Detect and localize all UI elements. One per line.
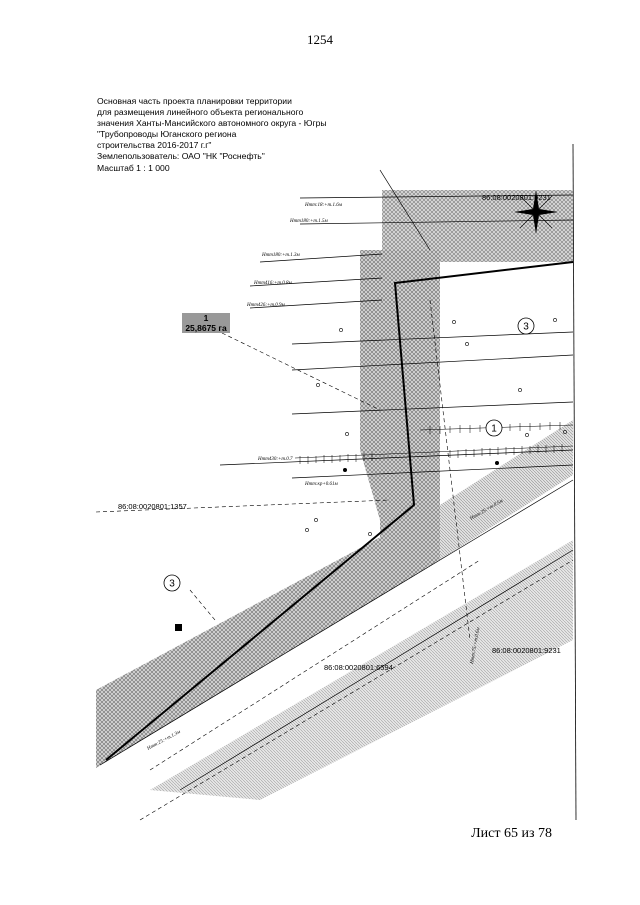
map-note: Нтт:25:+т.1.3м bbox=[146, 730, 182, 752]
map-note: Нтт180:+т.1.5м bbox=[290, 219, 328, 224]
legend-title-line: "Трубопроводы Юганского региона bbox=[97, 129, 237, 140]
cadastral-label: 86:08:0020801:1357 bbox=[118, 502, 187, 511]
circle-marker bbox=[518, 318, 534, 334]
map-note: Нтт:18:+т.1.6м bbox=[305, 203, 342, 208]
legend-title-line: Основная часть проекта планировки территории bbox=[97, 96, 292, 106]
cadastral-label: 86:08:0020801:6594 bbox=[324, 663, 393, 672]
map-note: Нтт:кр+0.61м bbox=[305, 482, 338, 487]
circle-marker-label: 3 bbox=[169, 578, 175, 590]
map-note: Нтт426:+т.0.9м bbox=[247, 303, 285, 308]
circle-marker bbox=[164, 575, 180, 591]
map-note: Нтт:75:+т.0.6м bbox=[470, 627, 482, 665]
cadastral-label: 86:08:0020801:9231 bbox=[492, 646, 561, 655]
map-note: Нтт416:+т.0.8м bbox=[254, 281, 292, 286]
sheet-label: Лист 65 из 78 bbox=[471, 826, 552, 841]
map-frame-right bbox=[573, 144, 576, 820]
map-note: Нтт:25:+т.0.5м bbox=[469, 498, 504, 522]
legend-title-line: значения Ханты-Мансийского автономного округа - Югры bbox=[97, 118, 327, 129]
legend-land-user: Землепользователь: ОАО "НК "Роснефть" bbox=[97, 151, 265, 162]
circle-marker bbox=[486, 420, 502, 436]
circle-marker-label: 3 bbox=[523, 321, 529, 333]
cadastral-label: 86:08:0020801:9231 bbox=[482, 193, 551, 202]
map-note: Нтт430:+т.0.7 bbox=[258, 457, 293, 462]
corridor-wide-diagonal bbox=[440, 420, 573, 560]
corridor-vertical bbox=[360, 250, 440, 560]
legend-title-line: для размещения линейного объекта регионального bbox=[97, 107, 304, 118]
parcel-label bbox=[182, 313, 230, 333]
map-note: Нтт180:+т.1.3м bbox=[262, 253, 300, 258]
circle-marker-label: 1 bbox=[491, 423, 497, 435]
page-number: 1254 bbox=[307, 32, 333, 47]
legend-scale: Масштаб 1 : 1 000 bbox=[97, 162, 170, 173]
parcel-area: 25,8675 га bbox=[185, 323, 227, 333]
survey-point-filled bbox=[343, 468, 347, 472]
survey-point-filled bbox=[495, 461, 499, 465]
legend-title-line: строительства 2016-2017 г.г" bbox=[97, 140, 212, 151]
parcel-number: 1 bbox=[203, 313, 209, 323]
point-marker bbox=[175, 624, 182, 631]
